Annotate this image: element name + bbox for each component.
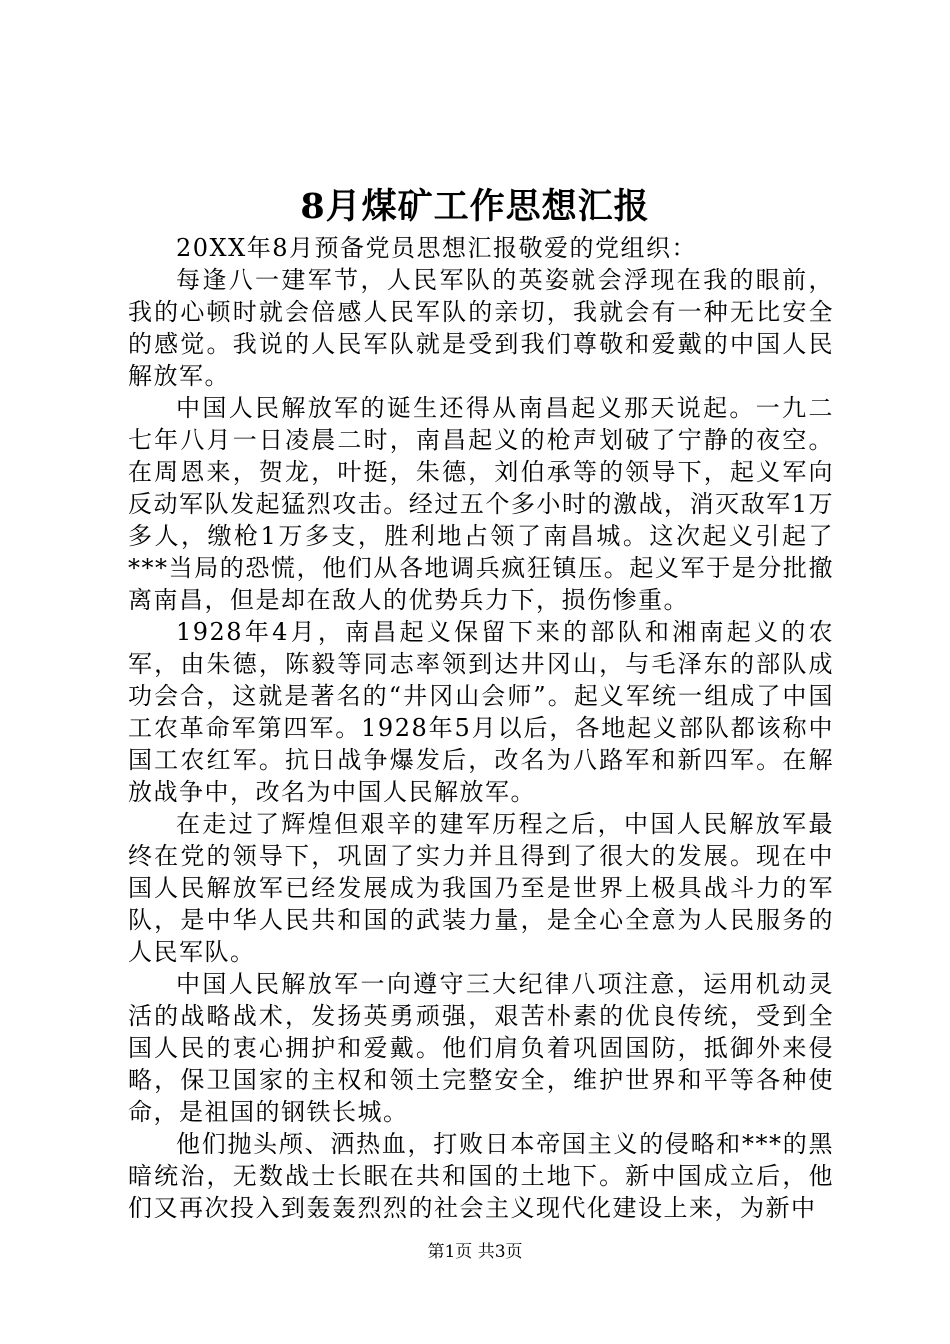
paragraph: 他们抛头颅、洒热血，打败日本帝国主义的侵略和***的黑暗统治，无数战士长眠在共和国的土地下。新中国成立后，他们又再次投入到轰轰烈烈的社会主义现代化建设上来，为新中 xyxy=(128,1130,834,1222)
paragraph: 20XX年8月预备党员思想汇报敬爱的党组织： xyxy=(176,234,697,262)
document-title: 8月煤矿工作思想汇报 xyxy=(300,186,650,227)
paragraph: 中国人民解放军的诞生还得从南昌起义那天说起。一九二七年八月一日凌晨二时，南昌起义的枪声划破了宁静的夜空。在周恩来，贺龙，叶挺，朱德，刘伯承等的领导下，起义军向反动军队发起猛烈攻击。经过五个多小时的激战，消灭敌军1万多人，缴枪1万多支，胜利地占领了南昌城。这次起义引起了***当局的恐慌，他们从各地调兵疯狂镇压。起义军于是分批撤离南昌，但是却在敌人的优势兵力下，损伤惨重。 xyxy=(128,394,834,614)
paragraph: 中国人民解放军一向遵守三大纪律八项注意，运用机动灵活的战略战术，发扬英勇顽强，艰苦朴素的优良传统，受到全国人民的衷心拥护和爱戴。他们肩负着巩固国防，抵御外来侵略，保卫国家的主权和领土完整安全，维护世界和平等各种使命，是祖国的钢铁长城。 xyxy=(128,970,834,1126)
paragraph: 每逢八一建军节，人民军队的英姿就会浮现在我的眼前，我的心顿时就会倍感人民军队的亲切，我就会有一种无比安全的感觉。我说的人民军队就是受到我们尊敬和爱戴的中国人民解放军。 xyxy=(128,266,834,390)
paragraph: 1928年4月，南昌起义保留下来的部队和湘南起义的农军，由朱德，陈毅等同志率领到达井冈山，与毛泽东的部队成功会合，这就是著名的“井冈山会师”。起义军统一组成了中国工农革命军第四军。1928年5月以后，各地起义部队都该称中国工农红军。抗日战争爆发后，改名为八路军和新四军。在解放战争中，改名为中国人民解放军。 xyxy=(128,618,834,806)
document-body xyxy=(128,232,834,1224)
paragraph: 在走过了辉煌但艰辛的建军历程之后，中国人民解放军最终在党的领导下，巩固了实力并且得到了很大的发展。现在中国人民解放军已经发展成为我国乃至是世界上极具战斗力的军队，是中华人民共和国的武装力量，是全心全意为人民服务的人民军队。 xyxy=(128,810,834,966)
page-number-footer: 第1页 共3页 xyxy=(427,1242,523,1262)
